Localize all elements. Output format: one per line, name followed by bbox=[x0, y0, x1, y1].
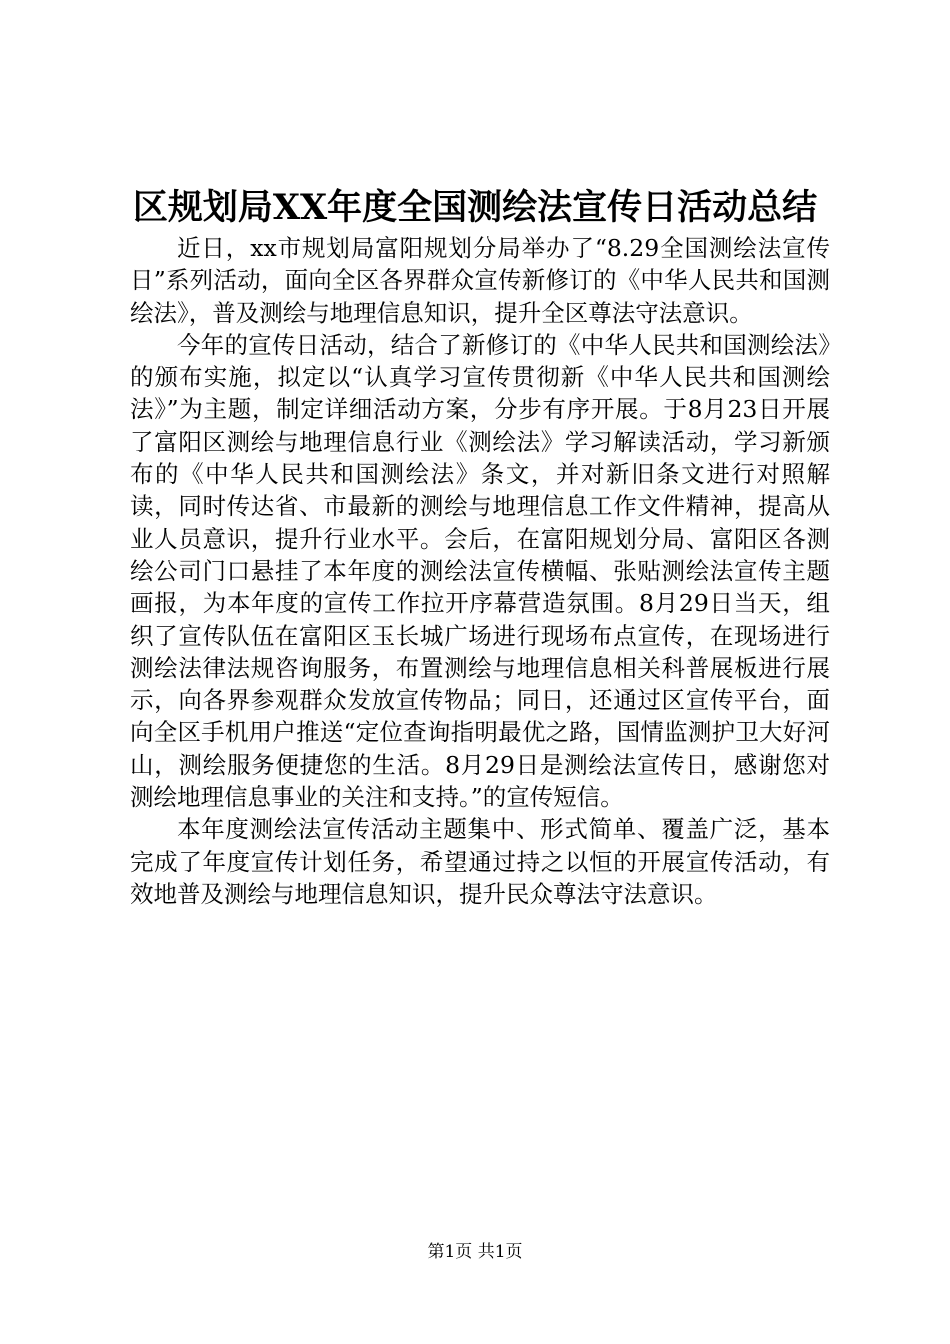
document-body bbox=[130, 232, 830, 910]
paragraph-conclusion: 本年度测绘法宣传活动主题集中、形式简单、覆盖广泛，基本完成了年度宣传计划任务，希望通过持之以恒的开展宣传活动，有效地普及测绘与地理信息知识，提升民众尊法守法意识。 bbox=[130, 815, 830, 908]
paragraph-intro: 近日，xx市规划局富阳规划分局举办了“8.29全国测绘法宣传日”系列活动，面向全区各界群众宣传新修订的《中华人民共和国测绘法》，普及测绘与地理信息知识，提升全区尊法守法意识。 bbox=[130, 234, 830, 327]
page-footer: 第1页 共1页 bbox=[427, 1242, 523, 1262]
document-title: 区规划局XX年度全国测绘法宣传日活动总结 bbox=[132, 187, 818, 228]
paragraph-activities: 今年的宣传日活动，结合了新修订的《中华人民共和国测绘法》的颁布实施，拟定以“认真学习宣传贯彻新《中华人民共和国测绘法》”为主题，制定详细活动方案，分步有序开展。于8月23日开展了富阳区测绘与地理信息行业《测绘法》学习解读活动，学习新颁布的《中华人民共和国测绘法》条文，并对新旧条文进行对照解读，同时传达省、市最新的测绘与地理信息工作文件精神，提高从业人员意识，提升行业水平。会后，在富阳规划分局、富阳区各测绘公司门口悬挂了本年度的测绘法宣传横幅、张贴测绘法宣传主题画报，为本年度的宣传工作拉开序幕营造氛围。8月29日当天，组织了宣传队伍在富阳区玉长城广场进行现场布点宣传，在现场进行测绘法律法规咨询服务，布置测绘与地理信息相关科普展板进行展示，向各界参观群众发放宣传物品；同日，还通过区宣传平台，面向全区手机用户推送“定位查询指明最优之路，国情监测护卫大好河山，测绘服务便捷您的生活。8月29日是测绘法宣传日，感谢您对测绘地理信息事业的关注和支持。”的宣传短信。 bbox=[130, 330, 830, 812]
